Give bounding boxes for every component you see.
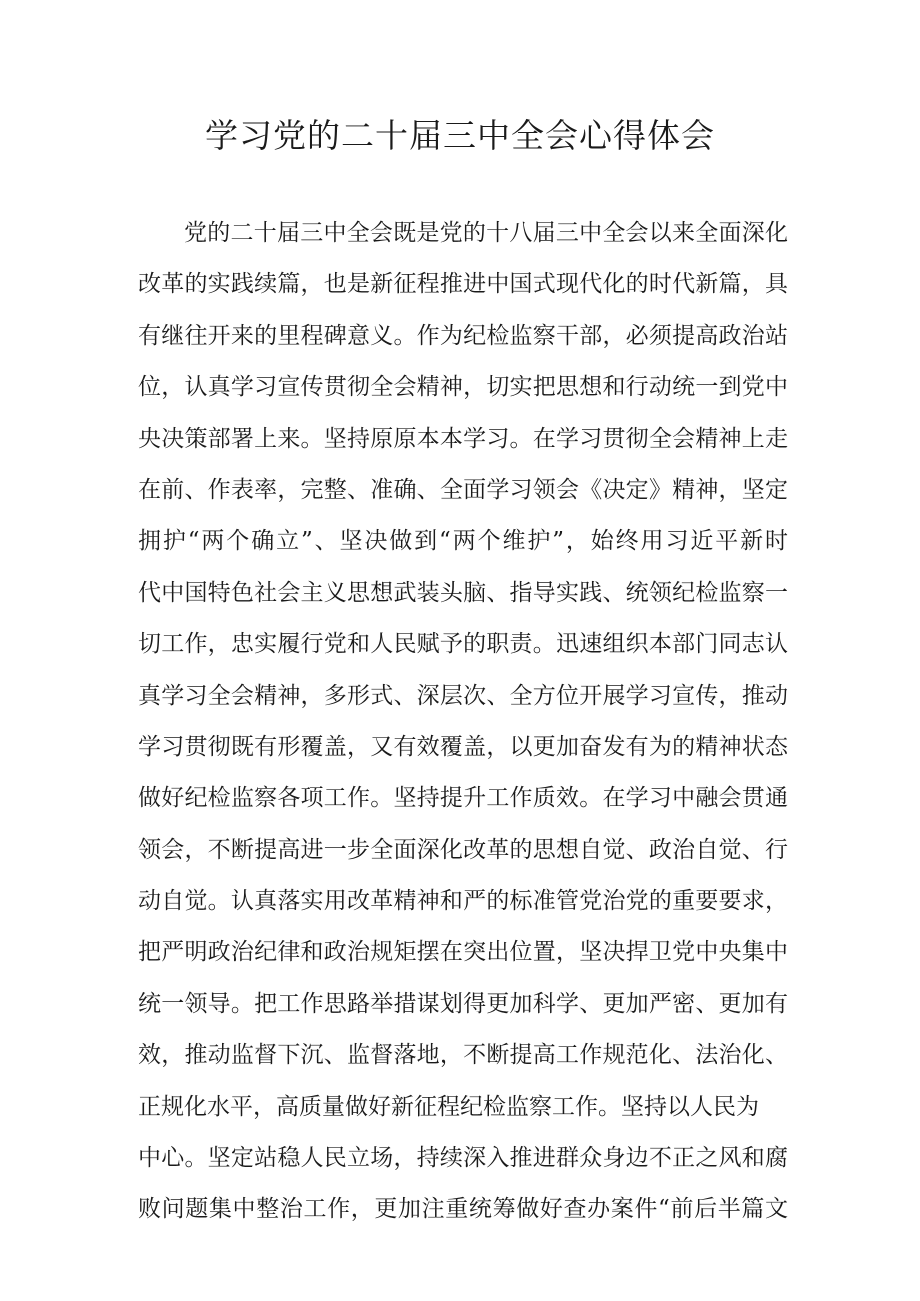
paragraph-line: 做好纪检监察各项工作。坚持提升工作质效。在学习中融会贯通 [138,785,788,812]
paragraph-line: 中心。坚定站稳人民立场，持续深入推进群众身边不正之风和腐 [138,1145,788,1172]
paragraph-line: 代中国特色社会主义思想武装头脑、指导实践、统领纪检监察一 [138,579,788,606]
paragraph-line: 正规化水平，高质量做好新征程纪检监察工作。坚持以人民为 [138,1093,759,1120]
paragraph-line: 把严明政治纪律和政治规矩摆在突出位置，坚决捍卫党中央集中 [138,939,788,966]
paragraph-line: 改革的实践续篇，也是新征程推进中国式现代化的时代新篇，具 [138,271,788,298]
paragraph-line: 央决策部署上来。坚持原原本本学习。在学习贯彻全会精神上走 [138,425,788,452]
paragraph-line: 拥护“两个确立”、坚决做到“两个维护”，始终用习近平新时 [138,528,788,555]
paragraph-line: 位，认真学习宣传贯彻全会精神，切实把思想和行动统一到党中 [138,374,788,401]
document-title: 学习党的二十届三中全会心得体会 [205,116,715,155]
paragraph-line: 动自觉。认真落实用改革精神和严的标准管党治党的重要要求， [138,888,788,915]
paragraph-line: 领会，不断提高进一步全面深化改革的思想自觉、政治自觉、行 [138,836,788,863]
paragraph-line: 学习贯彻既有形覆盖，又有效覆盖，以更加奋发有为的精神状态 [138,733,788,760]
paragraph-line: 切工作，忠实履行党和人民赋予的职责。迅速组织本部门同志认 [138,631,788,658]
paragraph-line: 有继往开来的里程碑意义。作为纪检监察干部，必须提高政治站 [138,322,788,349]
paragraph-line: 败问题集中整治工作，更加注重统筹做好查办案件“前后半篇文 [138,1196,788,1223]
paragraph-line: 党的二十届三中全会既是党的十八届三中全会以来全面深化 [184,220,788,246]
paragraph-line: 统一领导。把工作思路举措谋划得更加科学、更加严密、更加有 [138,990,788,1017]
body-paragraph [138,208,788,1236]
paragraph-line: 在前、作表率，完整、准确、全面学习领会《决定》精神，坚定 [138,476,788,503]
paragraph-line: 效，推动监督下沉、监督落地，不断提高工作规范化、法治化、 [138,1042,788,1069]
paragraph-line: 真学习全会精神，多形式、深层次、全方位开展学习宣传，推动 [138,682,788,709]
